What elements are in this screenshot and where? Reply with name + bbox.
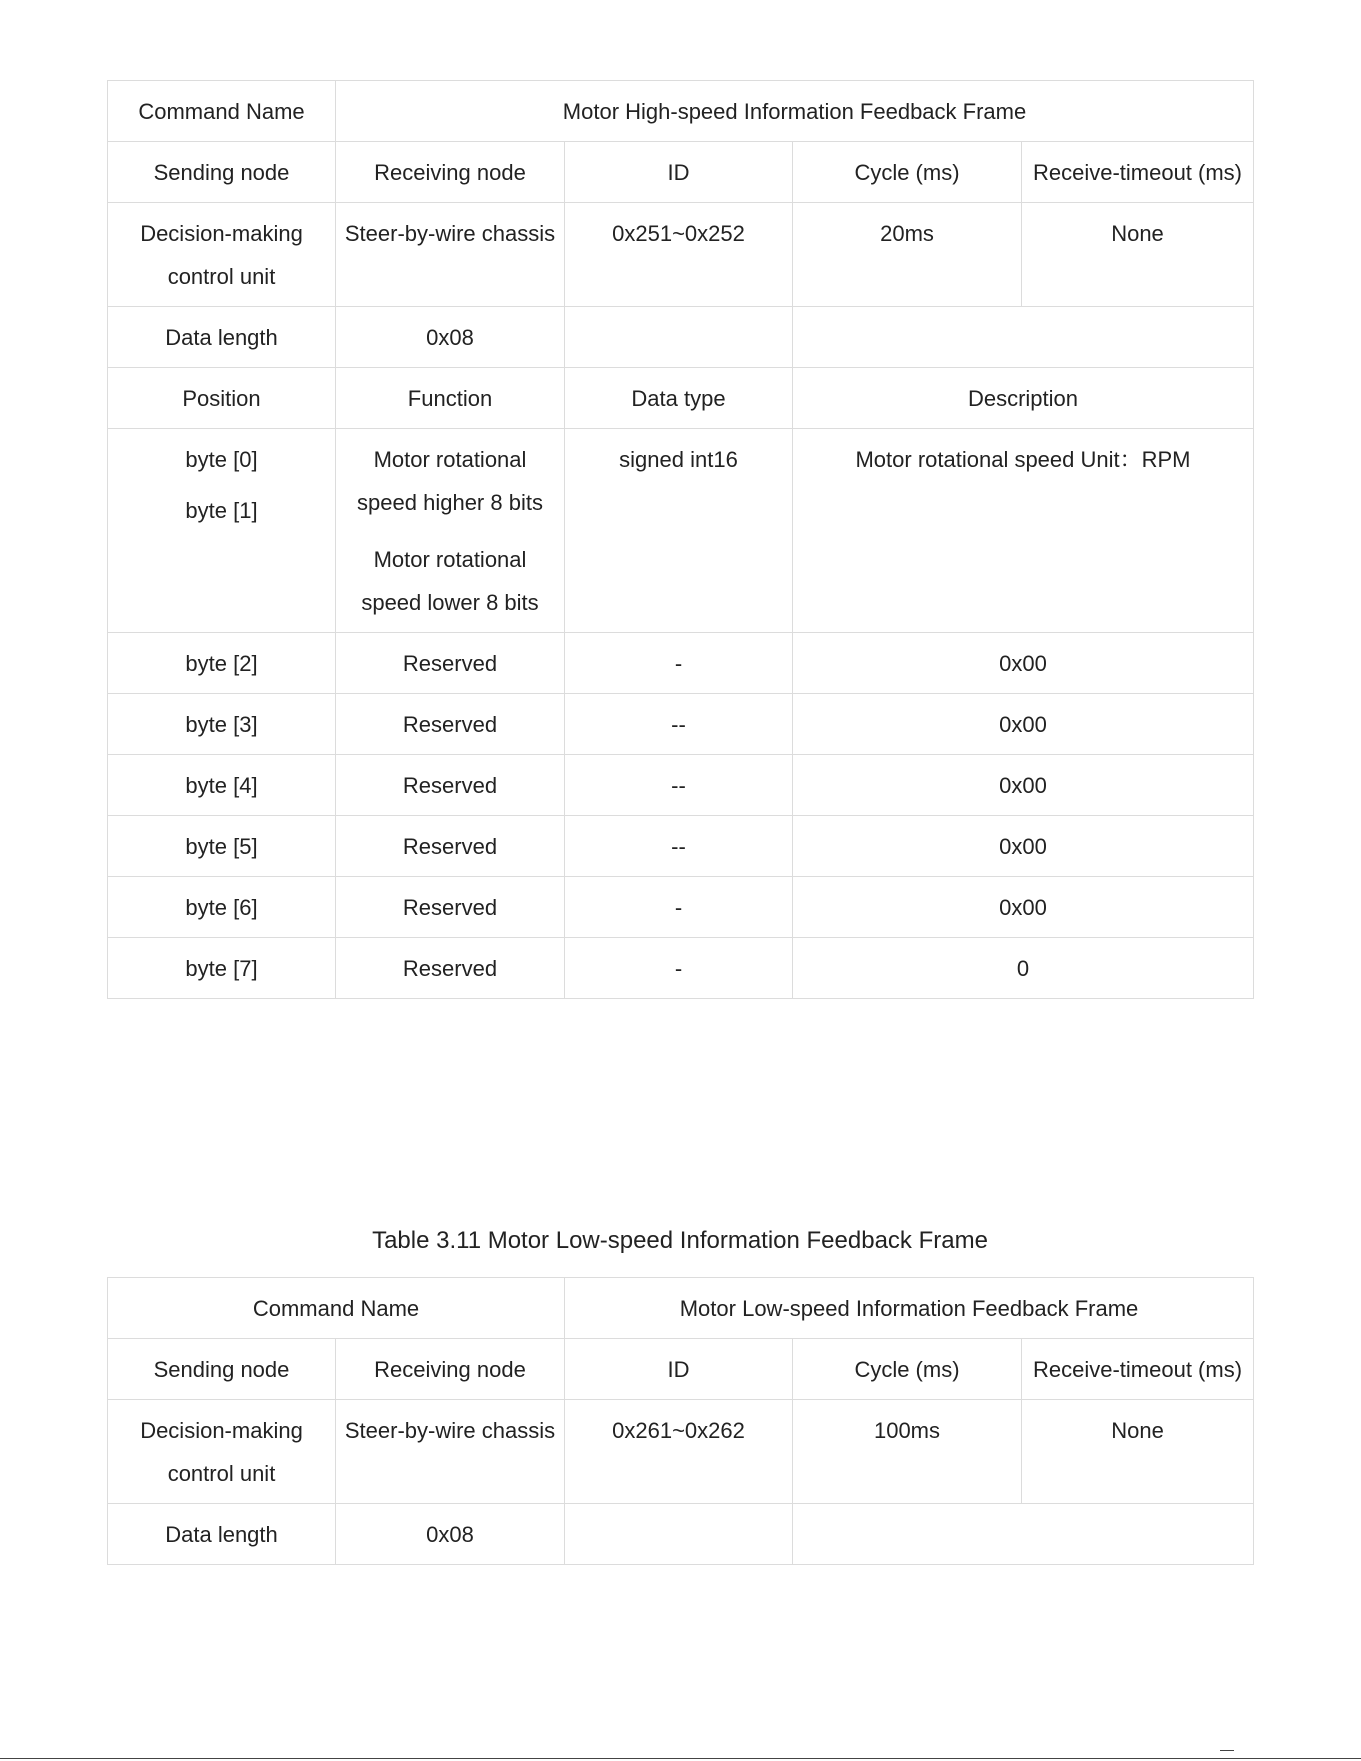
empty-cell — [793, 307, 1254, 368]
description-cell: 0x00 — [793, 633, 1254, 694]
receive-timeout-value: None — [1022, 203, 1254, 307]
id-header: ID — [565, 142, 793, 203]
data-length-value: 0x08 — [336, 1504, 565, 1565]
cycle-value: 20ms — [793, 203, 1022, 307]
description-header: Description — [793, 368, 1254, 429]
function-cell — [336, 429, 565, 633]
motor-low-speed-feedback-table — [107, 1277, 1254, 1565]
function-item: Motor rotational speed lower 8 bits — [361, 547, 539, 615]
position-item: byte [0] — [185, 447, 258, 472]
data-type-cell: -- — [565, 755, 793, 816]
column-header-row — [108, 368, 1254, 429]
position-item: byte [1] — [185, 498, 258, 523]
receiving-node-header: Receiving node — [336, 142, 565, 203]
position-cell — [108, 429, 336, 633]
command-name-label: Command Name — [108, 81, 336, 142]
empty-cell — [565, 1504, 793, 1565]
function-cell: Reserved — [336, 938, 565, 999]
position-cell: byte [2] — [108, 633, 336, 694]
motor-high-speed-feedback-table — [107, 80, 1254, 999]
position-cell: byte [6] — [108, 877, 336, 938]
id-value: 0x251~0x252 — [565, 203, 793, 307]
function-item: Motor rotational speed higher 8 bits — [357, 447, 543, 515]
receiving-node-value: Steer-by-wire chassis — [336, 203, 565, 307]
data-length-value: 0x08 — [336, 307, 565, 368]
id-value: 0x261~0x262 — [565, 1400, 793, 1504]
node-header-row — [108, 142, 1254, 203]
description-cell: 0x00 — [793, 694, 1254, 755]
position-cell: byte [5] — [108, 816, 336, 877]
function-cell: Reserved — [336, 755, 565, 816]
table-row — [108, 938, 1254, 999]
function-cell: Reserved — [336, 633, 565, 694]
table-row — [108, 755, 1254, 816]
receiving-node-value: Steer-by-wire chassis — [336, 1400, 565, 1504]
command-name-row — [108, 81, 1254, 142]
data-type-cell: signed int16 — [565, 429, 793, 633]
cycle-header: Cycle (ms) — [793, 1339, 1022, 1400]
data-type-cell: -- — [565, 694, 793, 755]
command-name-row — [108, 1278, 1254, 1339]
empty-cell — [793, 1504, 1254, 1565]
description-cell: 0 — [793, 938, 1254, 999]
function-cell: Reserved — [336, 694, 565, 755]
command-name-label: Command Name — [108, 1278, 565, 1339]
receiving-node-header: Receiving node — [336, 1339, 565, 1400]
node-value-row — [108, 1400, 1254, 1504]
table-caption: Table 3.11 Motor Low-speed Information Feedback Frame — [372, 1227, 988, 1254]
table-row — [108, 633, 1254, 694]
id-header: ID — [565, 1339, 793, 1400]
function-cell: Reserved — [336, 877, 565, 938]
function-header: Function — [336, 368, 565, 429]
data-length-label: Data length — [108, 307, 336, 368]
table-row — [108, 429, 1254, 633]
receive-timeout-header: Receive-timeout (ms) — [1022, 142, 1254, 203]
table-row — [108, 877, 1254, 938]
cycle-header: Cycle (ms) — [793, 142, 1022, 203]
receive-timeout-header: Receive-timeout (ms) — [1022, 1339, 1254, 1400]
data-type-cell: - — [565, 938, 793, 999]
position-cell: byte [3] — [108, 694, 336, 755]
data-length-label: Data length — [108, 1504, 336, 1565]
command-name-value: Motor Low-speed Information Feedback Frame — [565, 1278, 1254, 1339]
node-value-row — [108, 203, 1254, 307]
position-cell: byte [4] — [108, 755, 336, 816]
command-name-value: Motor High-speed Information Feedback Frame — [336, 81, 1254, 142]
data-type-cell: - — [565, 633, 793, 694]
description-cell: Motor rotational speed Unit：RPM — [793, 429, 1254, 633]
description-cell: 0x00 — [793, 755, 1254, 816]
table-row — [108, 816, 1254, 877]
function-cell: Reserved — [336, 816, 565, 877]
sending-node-header: Sending node — [108, 142, 336, 203]
data-type-cell: - — [565, 877, 793, 938]
position-cell: byte [7] — [108, 938, 336, 999]
data-type-header: Data type — [565, 368, 793, 429]
data-length-row — [108, 1504, 1254, 1565]
description-cell: 0x00 — [793, 877, 1254, 938]
cycle-value: 100ms — [793, 1400, 1022, 1504]
data-length-row — [108, 307, 1254, 368]
footer-mark — [1220, 1750, 1234, 1751]
receive-timeout-value: None — [1022, 1400, 1254, 1504]
sending-node-value: Decision-making control unit — [108, 1400, 336, 1504]
data-type-cell: -- — [565, 816, 793, 877]
sending-node-value: Decision-making control unit — [108, 203, 336, 307]
position-header: Position — [108, 368, 336, 429]
table-row — [108, 694, 1254, 755]
sending-node-header: Sending node — [108, 1339, 336, 1400]
description-cell: 0x00 — [793, 816, 1254, 877]
empty-cell — [565, 307, 793, 368]
node-header-row — [108, 1339, 1254, 1400]
footer-rule — [0, 1758, 1361, 1759]
